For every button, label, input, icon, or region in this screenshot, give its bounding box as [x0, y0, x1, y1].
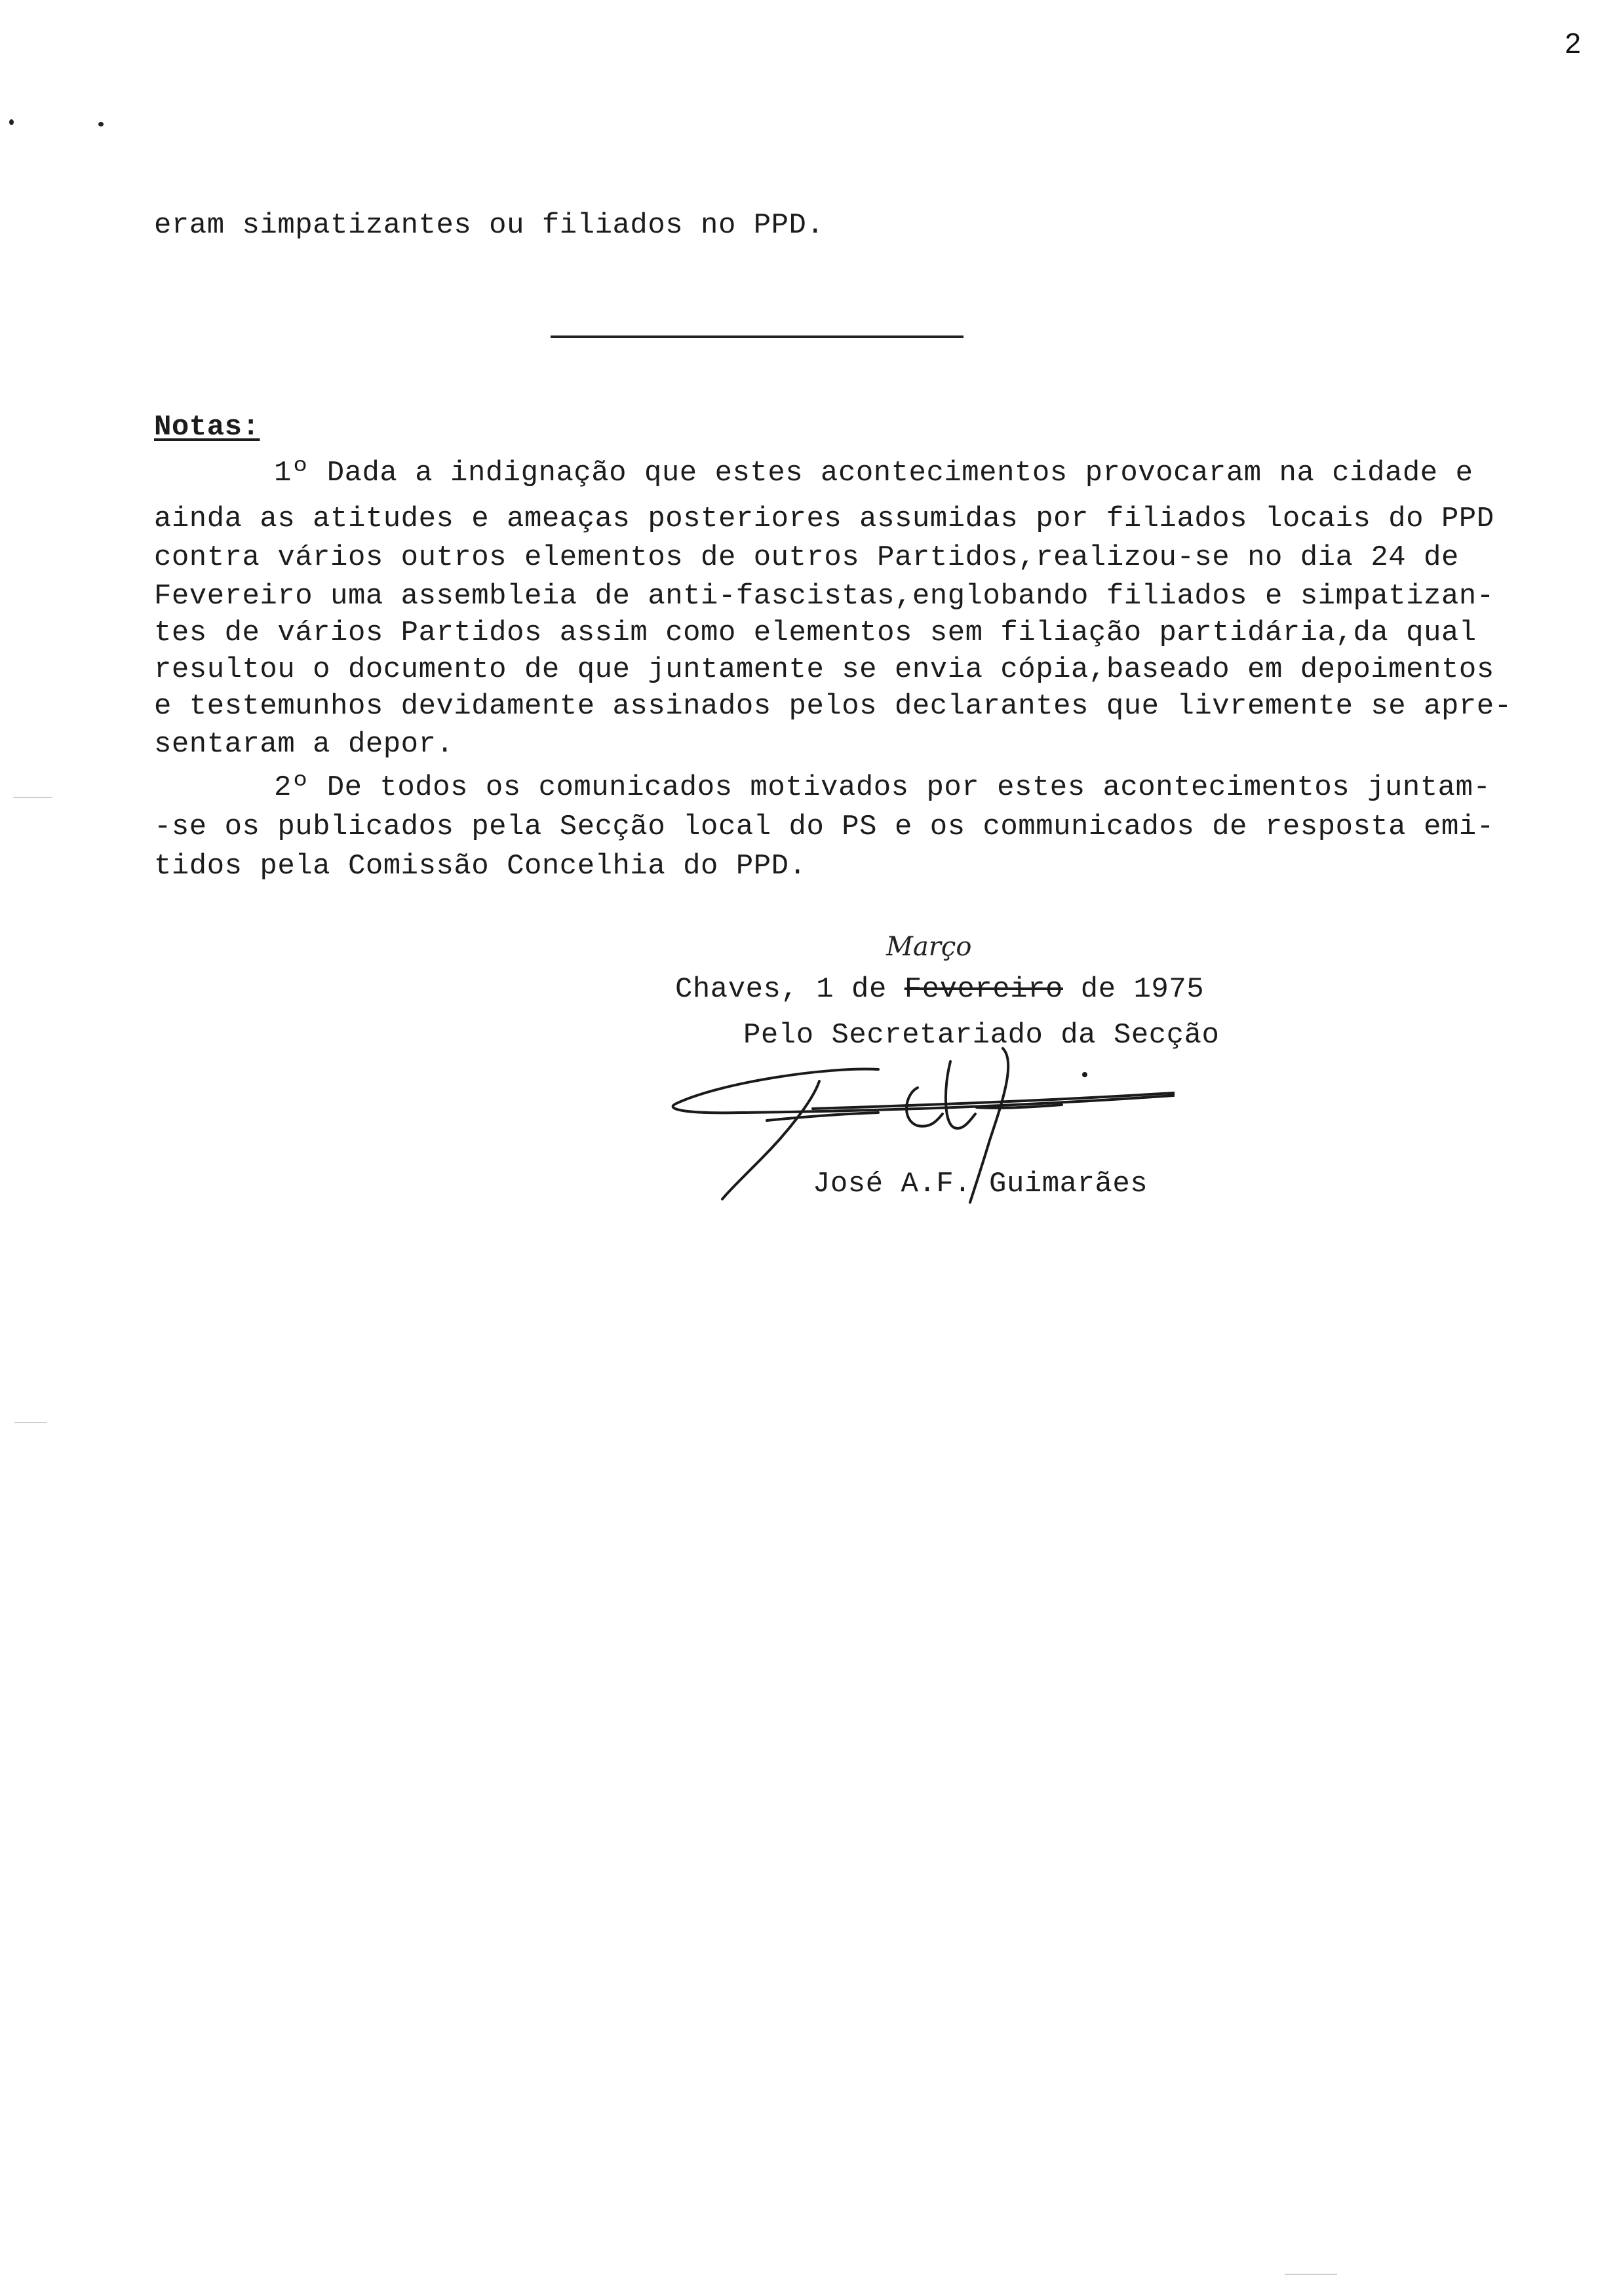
opening-line: eram simpatizantes ou filiados no PPD. [154, 209, 825, 242]
on-behalf-line: Pelo Secretariado da Secção [743, 1019, 1220, 1052]
note2-line: tidos pela Comissão Concelhia do PPD. [154, 850, 807, 883]
note1-line: ainda as atitudes e ameaças posteriores assumidas por filiados locais do PPD [154, 503, 1494, 535]
handwritten-month-correction: Março [886, 932, 972, 962]
notes-heading: Notas: [154, 411, 260, 444]
scan-smudge [14, 1422, 47, 1423]
section-divider [551, 335, 963, 338]
date-prefix: Chaves, 1 de [675, 973, 905, 1006]
note1-line: sentaram a depor. [154, 728, 454, 761]
note1-line: resultou o documento de que juntamente se envia cópia,baseado em depoimentos [154, 653, 1494, 686]
scan-smudge [13, 797, 52, 798]
note1-line: Fevereiro uma assembleia de anti-fascistas,englobando filiados e simpatizan- [154, 580, 1494, 613]
date-suffix: de 1975 [1062, 973, 1205, 1006]
signatory-name: José A.F. Guimarães [813, 1168, 1148, 1200]
scan-smudge [1285, 2274, 1337, 2275]
struck-month: Fevereiro [904, 973, 1063, 1006]
note1-line: tes de vários Partidos assim como elementos sem filiação partidária,da qual [154, 617, 1477, 649]
note1-line: e testemunhos devidamente assinados pelos declarantes que livremente se apre- [154, 690, 1512, 723]
date-line [675, 975, 1204, 1004]
note2-line: -se os publicados pela Secção local do PS e os communicados de resposta emi- [154, 811, 1494, 843]
note1-line: 1º Dada a indignação que estes acontecimentos provocaram na cidade e [274, 457, 1473, 489]
note2-line: 2º De todos os comunicados motivados por estes acontecimentos juntam- [274, 771, 1491, 804]
page-number: 2 [1565, 28, 1581, 60]
note1-line: contra vários outros elementos de outros Partidos,realizou-se no dia 24 de [154, 541, 1459, 574]
